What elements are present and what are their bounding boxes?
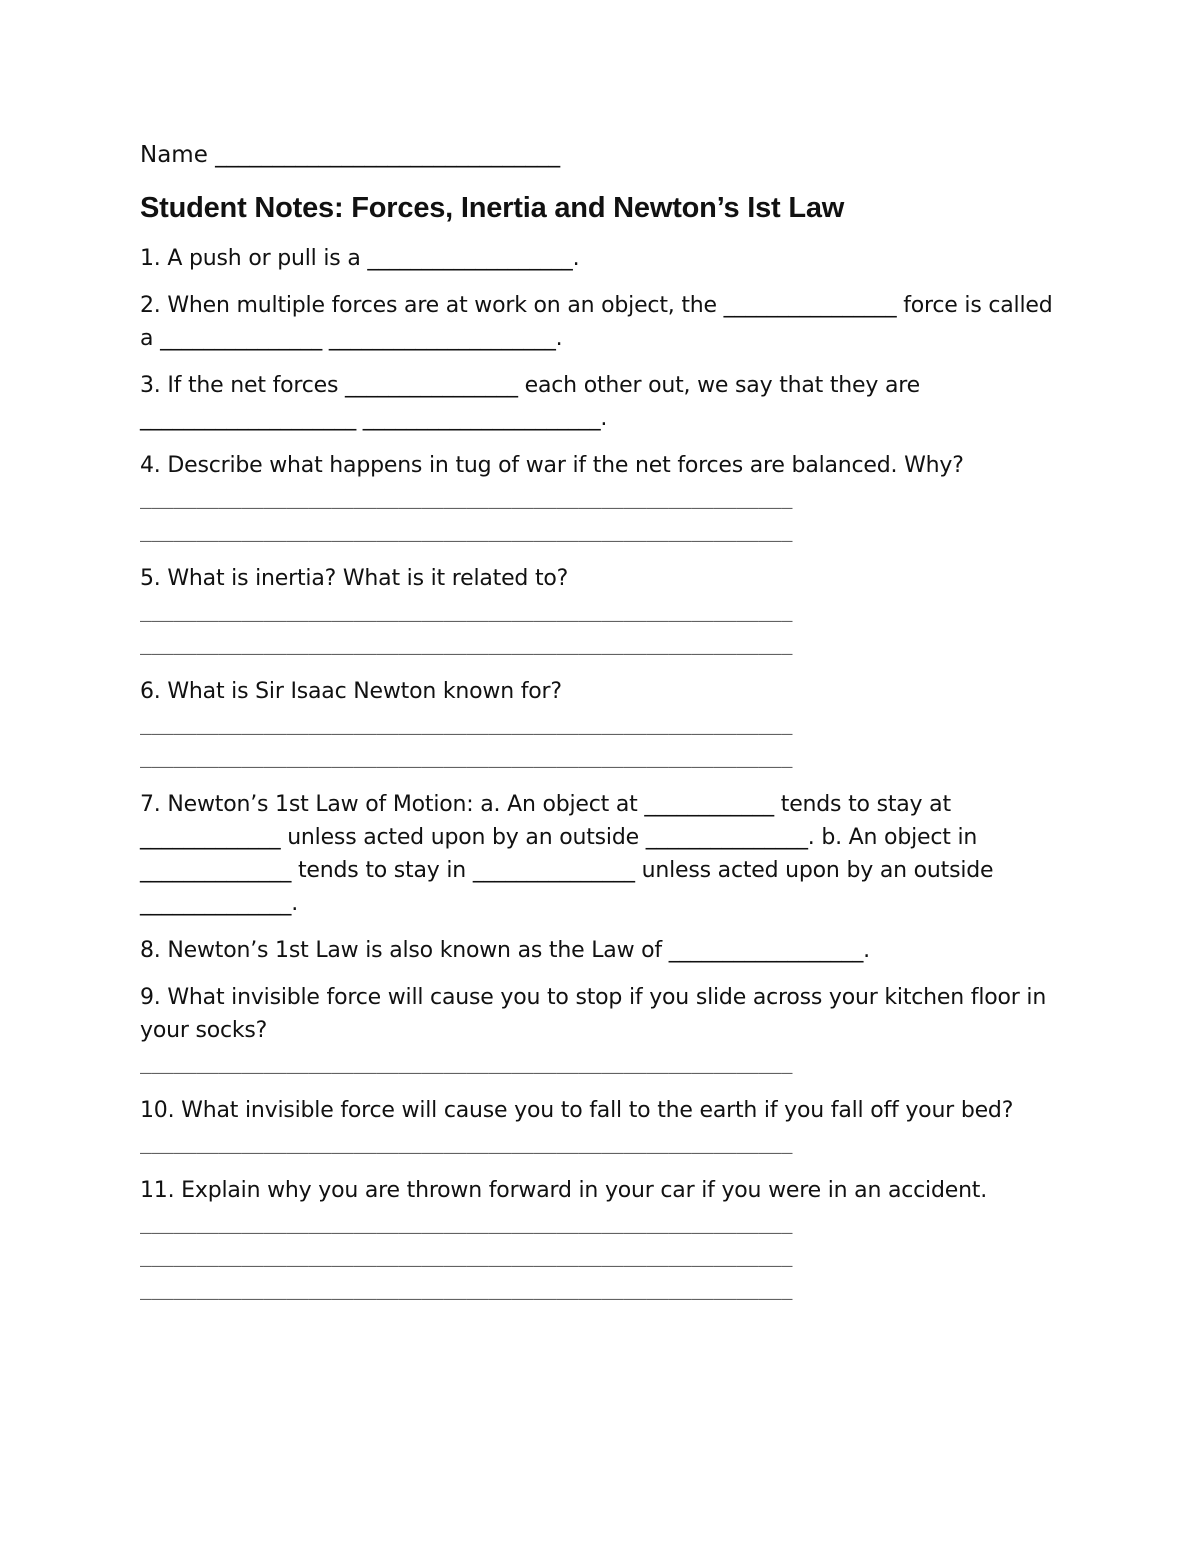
answer-line[interactable]: __________________________________________________________ bbox=[140, 634, 793, 655]
question-6 bbox=[140, 675, 1060, 774]
question-8 bbox=[140, 934, 1060, 967]
question-9 bbox=[140, 981, 1060, 1080]
answer-line[interactable]: __________________________________________________________ bbox=[140, 521, 793, 542]
question-10 bbox=[140, 1094, 1060, 1160]
answer-line[interactable]: __________________________________________________________ bbox=[140, 1246, 793, 1267]
question-11 bbox=[140, 1174, 1060, 1306]
question-7 bbox=[140, 788, 1060, 920]
question-2 bbox=[140, 289, 1060, 355]
question-text: 7. Newton’s 1st Law of Motion: a. An object at ____________ tends to stay at _____________ unless acted upon by an outside _______________. b. An object in ______________ tends to stay in _______________ unless acted upon by an outside ______________. bbox=[140, 792, 994, 916]
question-list bbox=[140, 242, 1060, 1306]
question-text: 9. What invisible force will cause you to stop if you slide across your kitchen floor in your socks? bbox=[140, 985, 1047, 1043]
question-text: 6. What is Sir Isaac Newton known for? bbox=[140, 679, 562, 704]
question-4 bbox=[140, 449, 1060, 548]
question-text: 4. Describe what happens in tug of war if the net forces are balanced. Why? bbox=[140, 453, 964, 478]
worksheet-page bbox=[140, 138, 1060, 1320]
question-text: 11. Explain why you are thrown forward in your car if you were in an accident. bbox=[140, 1178, 988, 1203]
answer-line[interactable]: __________________________________________________________ bbox=[140, 601, 793, 622]
answer-line[interactable]: __________________________________________________________ bbox=[140, 714, 793, 735]
question-text: 3. If the net forces ________________ each other out, we say that they are ____________________ ______________________. bbox=[140, 373, 920, 431]
answer-line[interactable]: __________________________________________________________ bbox=[140, 1133, 793, 1154]
answer-line[interactable]: __________________________________________________________ bbox=[140, 1053, 793, 1074]
page-title: Student Notes: Forces, Inertia and Newton’s Ist Law bbox=[140, 192, 845, 224]
question-text: 8. Newton’s 1st Law is also known as the Law of __________________. bbox=[140, 938, 870, 963]
question-text: 10. What invisible force will cause you to fall to the earth if you fall off your bed? bbox=[140, 1098, 1014, 1123]
answer-line[interactable]: __________________________________________________________ bbox=[140, 1213, 793, 1234]
question-text: 1. A push or pull is a ___________________. bbox=[140, 246, 580, 271]
question-text: 5. What is inertia? What is it related to? bbox=[140, 566, 569, 591]
question-text: 2. When multiple forces are at work on an object, the ________________ force is called a _______________ _____________________. bbox=[140, 293, 1053, 351]
name-field-line[interactable]: Name ______________________________ bbox=[140, 142, 561, 168]
answer-line[interactable]: __________________________________________________________ bbox=[140, 747, 793, 768]
question-1 bbox=[140, 242, 1060, 275]
question-5 bbox=[140, 562, 1060, 661]
question-3 bbox=[140, 369, 1060, 435]
answer-line[interactable]: __________________________________________________________ bbox=[140, 1279, 793, 1300]
answer-line[interactable]: __________________________________________________________ bbox=[140, 488, 793, 509]
